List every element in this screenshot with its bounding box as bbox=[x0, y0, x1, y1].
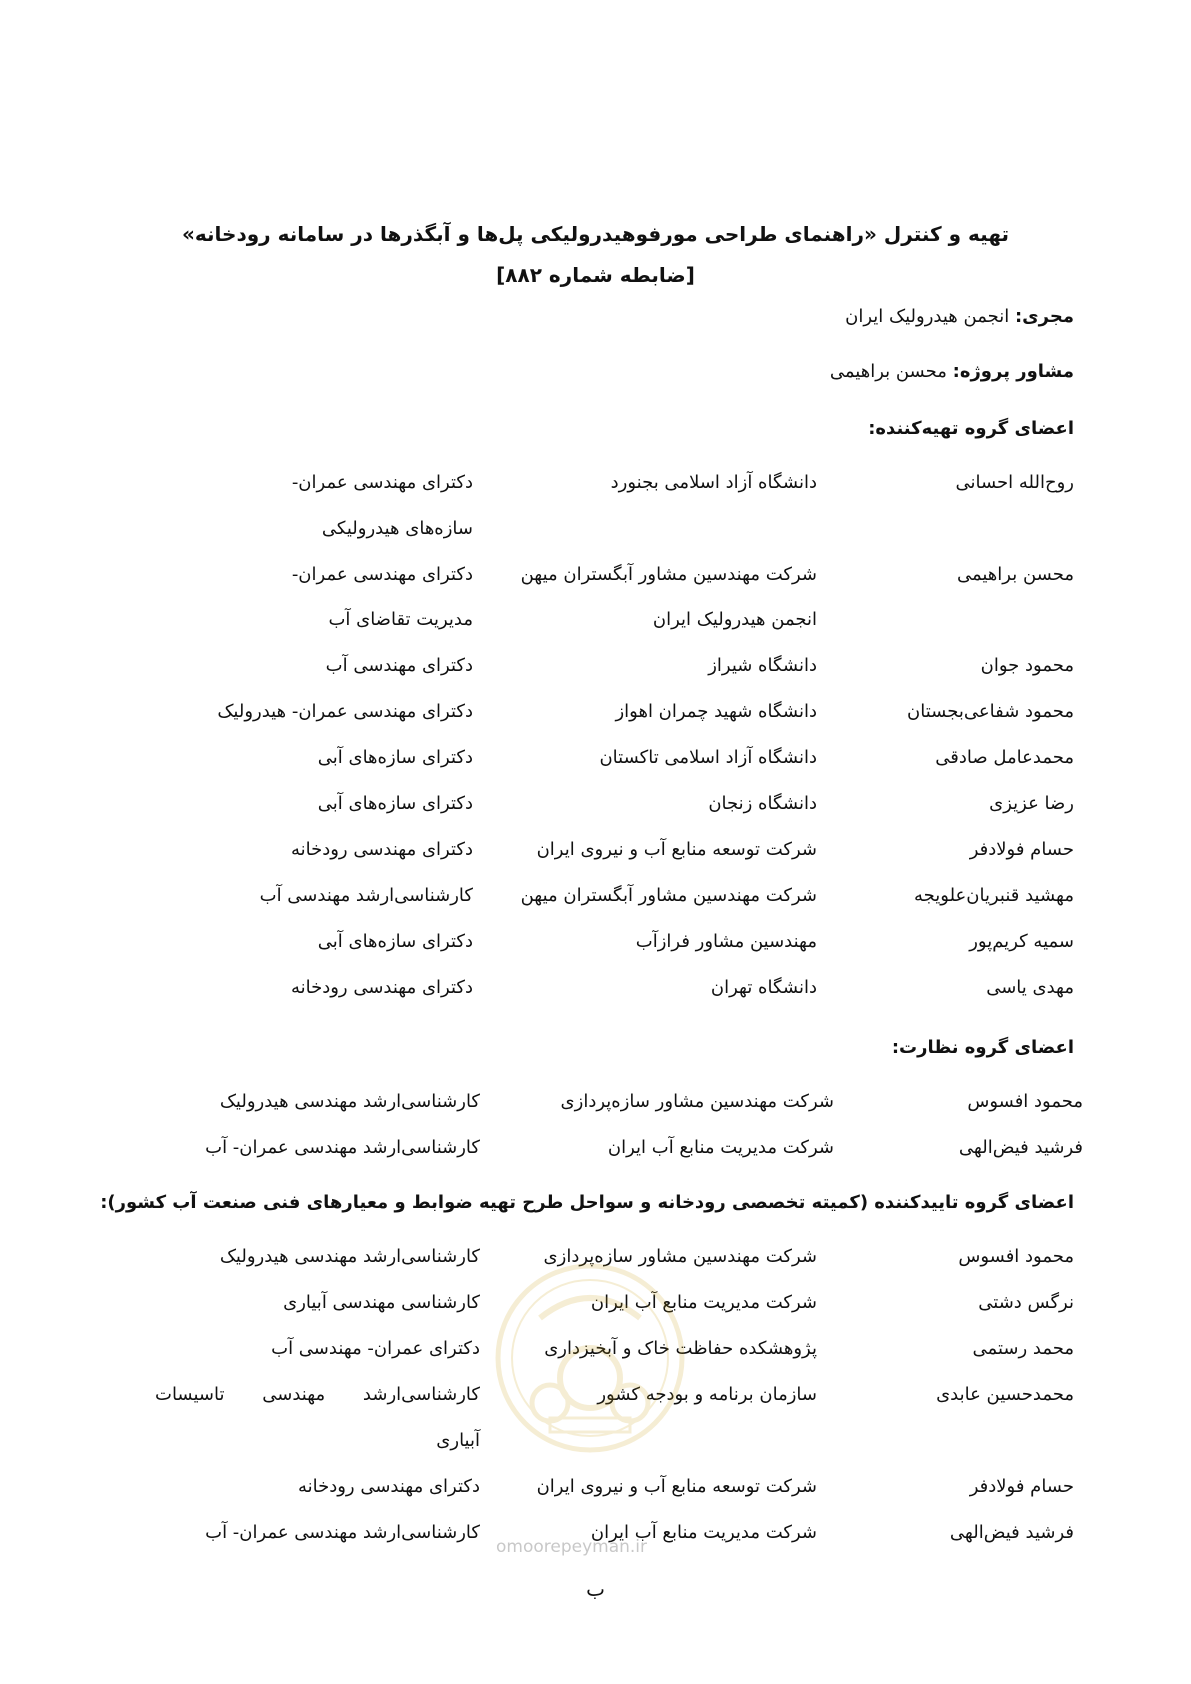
consultant-line bbox=[830, 361, 1074, 382]
member-name: مهدی یاسی bbox=[986, 977, 1074, 998]
member-org: شرکت توسعه منابع آب و نیروی ایران bbox=[536, 839, 817, 860]
member-org: شرکت مهندسین مشاور سازه‌پردازی bbox=[560, 1091, 834, 1112]
member-name: محمود جوان bbox=[980, 655, 1074, 676]
prep-group-heading: اعضای گروه تهیه‌کننده: bbox=[868, 418, 1074, 439]
member-name: رضا عزیزی bbox=[989, 793, 1074, 814]
prep-member-row bbox=[0, 747, 1191, 777]
member-degree: کارشناسی مهندسی آبیاری bbox=[283, 1292, 480, 1313]
member-name: محمد رستمی bbox=[972, 1338, 1074, 1359]
member-degree: دکترای سازه‌های آبی bbox=[317, 747, 473, 768]
executor-line bbox=[845, 306, 1074, 327]
member-degree: کارشناسی‌ارشد مهندسی آب bbox=[259, 885, 473, 906]
member-name: مهشید قنبریان‌علویجه bbox=[914, 885, 1074, 906]
member-name: فرشید فیض‌الهی bbox=[958, 1137, 1083, 1158]
member-degree: کارشناسی‌ارشد مهندسی تاسیسات bbox=[155, 1384, 480, 1405]
page-number: ب bbox=[586, 1577, 605, 1601]
prep-member-row-cont bbox=[0, 518, 1191, 548]
member-org: سازمان برنامه و بودجه کشور bbox=[597, 1384, 817, 1405]
member-degree: کارشناسی‌ارشد مهندسی هیدرولیک bbox=[219, 1091, 480, 1112]
member-degree-cont: آبیاری bbox=[436, 1430, 480, 1451]
consultant-label: مشاور پروژه: bbox=[952, 361, 1074, 382]
member-org: دانشگاه آزاد اسلامی بجنورد bbox=[610, 472, 817, 493]
prep-member-row bbox=[0, 977, 1191, 1007]
member-org: شرکت مدیریت منابع آب ایران bbox=[590, 1292, 817, 1313]
consultant-value: محسن براهیمی bbox=[829, 361, 947, 382]
member-name: روح‌الله احسانی bbox=[955, 472, 1074, 493]
member-name: محمدعامل صادقی bbox=[935, 747, 1074, 768]
standard-number: [ضابطه شماره ۸۸۲] bbox=[496, 263, 695, 287]
member-org: دانشگاه زنجان bbox=[708, 793, 817, 814]
member-degree: دکترای مهندسی آب bbox=[325, 655, 473, 676]
member-name: فرشید فیض‌الهی bbox=[949, 1522, 1074, 1543]
member-name: محسن براهیمی bbox=[956, 564, 1074, 585]
member-degree: دکترای مهندسی رودخانه bbox=[290, 839, 473, 860]
prep-member-row bbox=[0, 885, 1191, 915]
prep-member-row bbox=[0, 472, 1191, 502]
member-degree: دکترای مهندسی عمران- bbox=[291, 472, 473, 493]
member-name: نرگس دشتی bbox=[978, 1292, 1074, 1313]
prep-member-row bbox=[0, 564, 1191, 594]
member-name: سمیه کریم‌پور bbox=[969, 931, 1074, 952]
member-degree: دکترای سازه‌های آبی bbox=[317, 931, 473, 952]
member-org: شرکت مهندسین مشاور سازه‌پردازی bbox=[543, 1246, 817, 1267]
member-degree: دکترای سازه‌های آبی bbox=[317, 793, 473, 814]
prep-member-row bbox=[0, 655, 1191, 685]
executor-label: مجری: bbox=[1014, 306, 1074, 327]
member-degree: دکترای مهندسی عمران- هیدرولیک bbox=[217, 701, 473, 722]
prep-member-row bbox=[0, 793, 1191, 823]
member-degree: دکترای مهندسی رودخانه bbox=[297, 1476, 480, 1497]
member-degree: کارشناسی‌ارشد مهندسی هیدرولیک bbox=[219, 1246, 480, 1267]
member-org: شرکت مهندسین مشاور آبگستران میهن bbox=[520, 885, 817, 906]
page-title: تهیه و کنترل «راهنمای طراحی مورفوهیدرولیکی پل‌ها و آبگذرها در سامانه رودخانه» bbox=[181, 222, 1010, 246]
prep-member-row bbox=[0, 701, 1191, 731]
watermark-text: omoorepeyman.ir bbox=[496, 1537, 648, 1557]
member-degree-cont: مدیریت تقاضای آب bbox=[328, 609, 473, 630]
member-org: دانشگاه آزاد اسلامی تاکستان bbox=[599, 747, 817, 768]
member-org: دانشگاه تهران bbox=[710, 977, 817, 998]
member-degree-cont: سازه‌های هیدرولیکی bbox=[321, 518, 473, 539]
member-org: پژوهشکده حفاظت خاک و آبخیزداری bbox=[544, 1338, 817, 1359]
member-org: شرکت توسعه منابع آب و نیروی ایران bbox=[536, 1476, 817, 1497]
member-org: مهندسین مشاور فرازآب bbox=[635, 931, 817, 952]
member-degree: دکترای مهندسی رودخانه bbox=[290, 977, 473, 998]
supervision-member-row bbox=[0, 1091, 1191, 1121]
approval-member-row bbox=[0, 1476, 1191, 1506]
approval-group-heading: اعضای گروه تاییدکننده (کمیته تخصصی رودخانه و سواحل طرح تهیه ضوابط و معیارهای فنی صنعت آب کشور): bbox=[100, 1192, 1074, 1213]
member-org: دانشگاه شهید چمران اهواز bbox=[615, 701, 817, 722]
member-degree: دکترای عمران- مهندسی آب bbox=[271, 1338, 480, 1359]
supervision-group-heading: اعضای گروه نظارت: bbox=[891, 1037, 1074, 1058]
member-degree: کارشناسی‌ارشد مهندسی عمران- آب bbox=[205, 1522, 480, 1543]
executor-value: انجمن هیدرولیک ایران bbox=[845, 306, 1010, 327]
member-org: شرکت مدیریت منابع آب ایران bbox=[590, 1522, 817, 1543]
member-org-cont: انجمن هیدرولیک ایران bbox=[652, 609, 817, 630]
prep-member-row bbox=[0, 839, 1191, 869]
member-degree: کارشناسی‌ارشد مهندسی عمران- آب bbox=[205, 1137, 480, 1158]
member-degree: دکترای مهندسی عمران- bbox=[291, 564, 473, 585]
member-name: محمدحسین عابدی bbox=[936, 1384, 1074, 1405]
supervision-member-row bbox=[0, 1137, 1191, 1167]
member-name: محمود افسوس bbox=[967, 1091, 1083, 1112]
member-org: شرکت مهندسین مشاور آبگستران میهن bbox=[520, 564, 817, 585]
prep-member-row bbox=[0, 931, 1191, 961]
prep-member-row-cont bbox=[0, 609, 1191, 639]
member-name: محمود افسوس bbox=[958, 1246, 1074, 1267]
member-name: حسام فولادفر bbox=[969, 839, 1074, 860]
member-org: شرکت مدیریت منابع آب ایران bbox=[607, 1137, 834, 1158]
member-name: محمود شفاعی‌بجستان bbox=[907, 701, 1074, 722]
member-name: حسام فولادفر bbox=[969, 1476, 1074, 1497]
member-org: دانشگاه شیراز bbox=[708, 655, 817, 676]
watermark-seal-icon bbox=[480, 1258, 700, 1458]
